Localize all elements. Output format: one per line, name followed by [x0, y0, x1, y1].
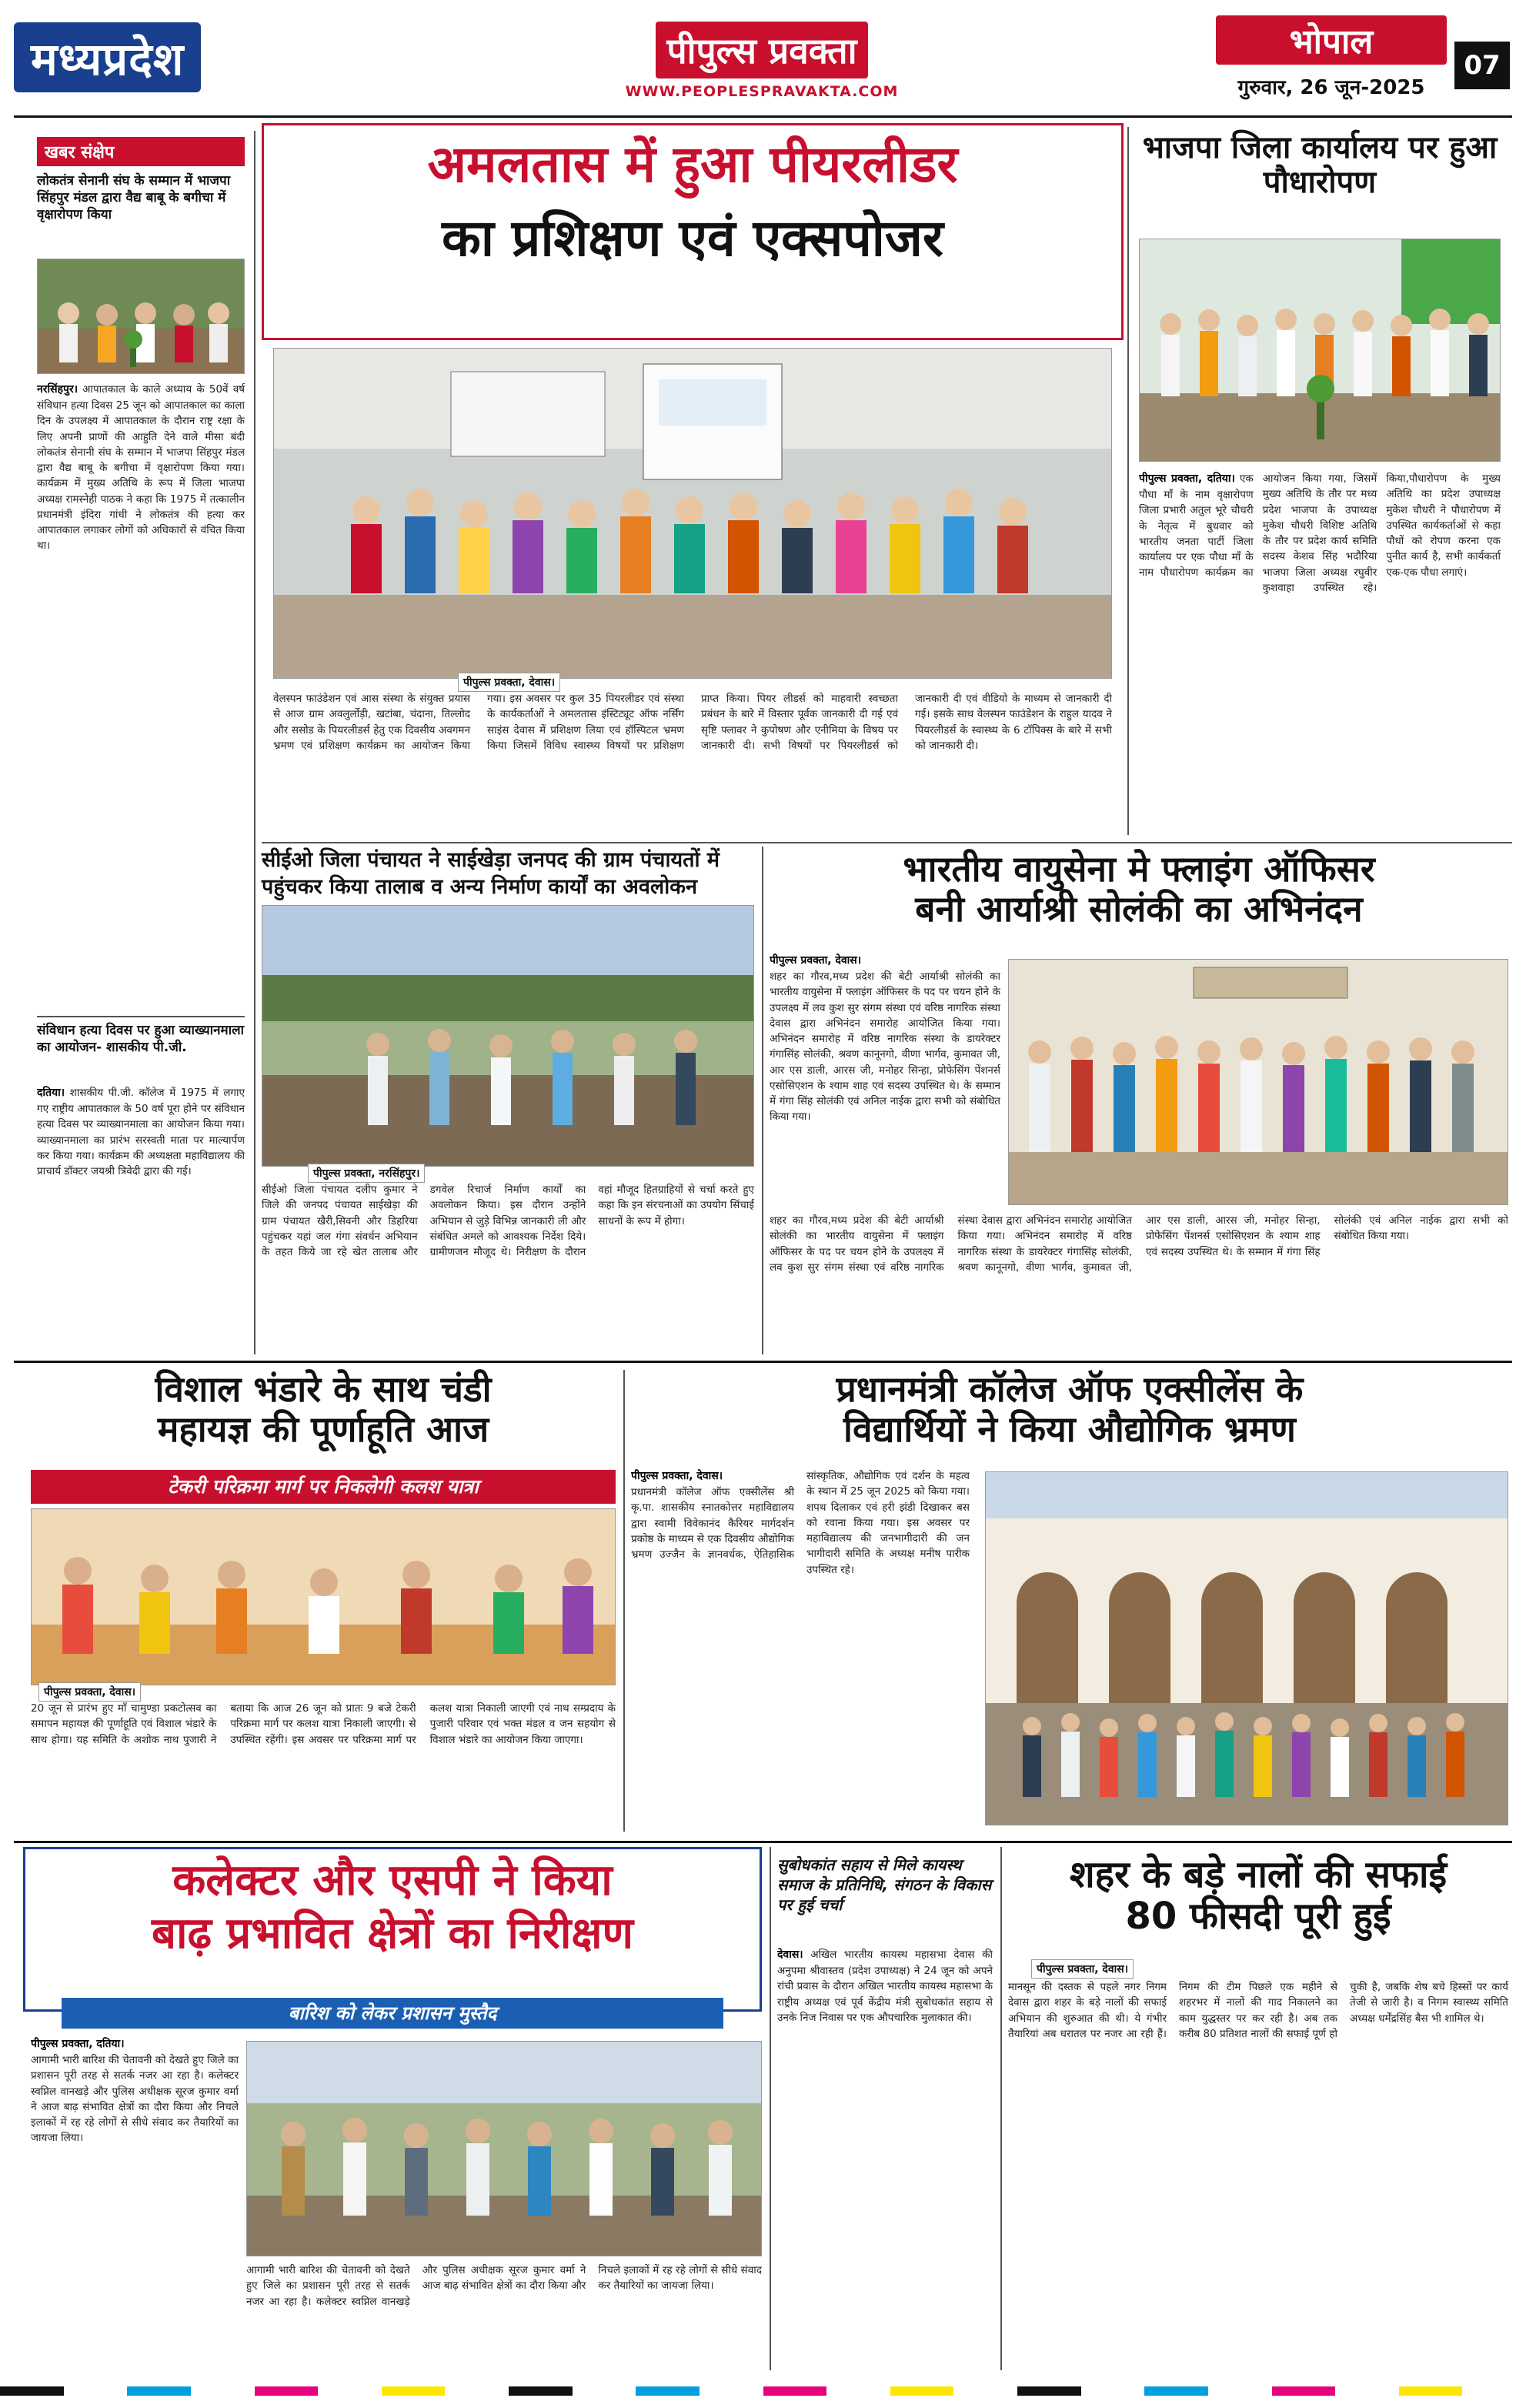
brief-divider [37, 1016, 245, 1017]
column-divider-4 [623, 1370, 625, 1832]
story6-headline [631, 1370, 1508, 1449]
story6-body [631, 1468, 970, 1830]
story1-text: वेलस्पन फाउंडेशन एवं आस संस्था के संयुक्त प्रयास से आज ग्राम अवलुर्लोड़ी, खटांबा, चंदाना, तिल्लोद और ससोड के पियरलीडर्स हेतु एक दिवसीय अवगमन भ्रमण एवं प्रशिक्षण कार्यक्रम का आयोजन किया गया। इस अवसर पर कुल 35 पियरलीडर एवं संस्था के कार्यकर्ताओं ने अमलतास इंस्टिट्यूट ऑफ नर्सिंग साइंस देवास में प्रशिक्षण लिया एवं हॉस्पिटल भ्रमण किया जिसमें विविध स्वास्थ्य विषयों पर प्रशिक्षण प्राप्त किया। पियर लीडर्स को माहवारी स्वच्छता प्रबंधन के बारे में विस्तार पूर्वक जानकारी दी गई एवं सृष्टि फ्लावर ने कुपोषण और एनीमिया के विषय पर जानकारी दी। सभी विषयों पर पियरलीडर्स को जानकारी दी एवं वीडियो के माध्यम से जानकारी दी गई। इसके साथ वेलस्पन फाउंडेशन के राहुल यादव ने पियरलीडर्स के स्वास्थ्य के 6 टॉपिक्स के बारे में सभी को जानकारी दी। [273, 693, 1112, 752]
story3-photo [262, 905, 754, 1167]
newspaper-logo [616, 22, 908, 99]
story3-headline-line2: पहुंचकर किया तालाब व अन्य निर्माण कार्यों का अवलोकन [262, 875, 697, 900]
story6-photo [985, 1471, 1508, 1825]
story7-headline-line2: बाढ़ प्रभावित क्षेत्रों का निरीक्षण [151, 1908, 633, 1959]
story6-byline: पीपुल्स प्रवक्ता, देवास। [631, 1470, 723, 1482]
story4-text: शहर का गौरव,मध्य प्रदेश की बेटी आर्याश्री सोलंकी का भारतीय वायुसेना में फ्लाइंग ऑफिसर के पद पर चयन होने के उपलक्ष्य में लव कुश सुर संगम संस्था एवं वरिष्ठ नागरिक संस्था देवास द्वारा अभिनंदन समारोह आयोजित किया गया। अभिनंदन समारोह में वरिष्ठ नागरिक संस्था के डायरेक्टर गंगासिंह सोलंकी, श्रवण कानूनगो, वीणा भार्गव, कुमावत जी, आर एस डाली, आरस जी, मनोहर सिन्हा, प्रोफेसिंग पेंशनर्स एसोसिएशन के श्याम शाह एवं सदस्य उपस्थित थे। के सम्मान में गंगा सिंह सोलंकी एवं अनिल नाईक द्वारा सभी को संबोधित किया गया। [770, 970, 1000, 1124]
story8-body [777, 1947, 993, 2367]
story4-byline: पीपुल्स प्रवक्ता, देवास। [770, 954, 862, 967]
brief2-byline: दतिया। [37, 1087, 65, 1099]
column-divider-6 [1000, 1847, 1002, 2370]
column-divider [254, 131, 255, 1354]
story5-headline-line2: महायज्ञ की पूर्णाहूति आज [157, 1408, 489, 1450]
story3-headline [262, 847, 754, 900]
story7-photo [246, 2041, 762, 2256]
story9-headline-line2: 80 फीसदी पूरी हुई [1125, 1894, 1391, 1938]
story9-byline: पीपुल्स प्रवक्ता, देवास। [1031, 1959, 1134, 1979]
story6-text: प्रधानमंत्री कॉलेज ऑफ एक्सीलेंस श्री कृ.पा. शासकीय स्नातकोत्तर महाविद्यालय द्वारा स्वामी विवेकानंद कैरियर मार्गदर्शन प्रकोष्ठ के माध्यम से एक दिवसीय औद्योगिक भ्रमण उज्जैन के ज्ञानवर्धक, ऐतिहासिक सांस्कृतिक, औद्योगिक एवं दर्शन के महत्व के स्थान में 25 जून 2025 को किया गया। शपथ दिलाकर एवं हरी झंडी दिखाकर बस को रवाना किया गया। इस अवसर पर महाविद्यालय की जनभागीदारी की जन भागीदारी समिति के अध्यक्ष मनीष पारीक उपस्थित रहे। [631, 1470, 970, 1576]
story2-body [1139, 471, 1501, 836]
brief1-photo [37, 259, 245, 374]
brief2-text: शासकीय पी.जी. कॉलेज में 1975 में लगाए गए राष्ट्रीय आपातकाल के 50 वर्ष पूरा होने पर संविधान हत्या दिवस पर व्याख्यानमाला का आयोजन किया गया। व्याख्यानमाला का प्रारंभ सरस्वती माता पर माल्यार्पण कर किया गया। कार्यक्रम की अध्यक्षता महाविद्यालय की प्राचार्य डॉक्टर जयश्री त्रिवेदी द्वारा की गई। [37, 1087, 245, 1177]
story7-body-2 [246, 2263, 762, 2367]
story1-photo [273, 348, 1112, 679]
story7-headline-box [23, 1847, 762, 2012]
story7-body [31, 2036, 239, 2367]
story7-text: आगामी भारी बारिश की चेतावनी को देखते हुए जिले का प्रशासन पूरी तरह से सतर्क नजर आ रहा है। कलेक्टर स्वप्निल वानखड़े और पुलिस अधीक्षक सूरज कुमार वर्मा ने आज बाढ़ संभावित क्षेत्रों का दौरा किया और निचले इलाकों में रह रहे लोगों से सीधे संवाद कर तैयारियों का जायजा लिया। [31, 2054, 239, 2145]
story7-headline-line1: कलेक्टर और एसपी ने किया [172, 1855, 613, 1905]
brief2-body [37, 1085, 245, 1345]
story9-text: मानसून की दस्तक से पहले नगर निगम देवास द्वारा शहर के बड़े नालों की सफाई अभियान की शुरुआत की थी। ये गंभीर तैयारियां अब धरातल पर नजर आ रही हैं। निगम की टीम पिछले एक महीने से शहरभर में नालों की गाद निकालने का काम युद्धस्तर पर कर रही है। अब तक करीब 80 प्रतिशत नालों की सफाई पूर्ण हो चुकी है, जबकि शेष बचे हिस्सों पर कार्य तेजी से जारी है। व निगम स्वास्थ्य समिति अध्यक्ष धर्मेंद्रसिंह बैस भी शामिल थे। [1008, 1981, 1508, 2040]
story5-byline: पीपुल्स प्रवक्ता, देवास। [38, 1682, 141, 1702]
story4-photo [1008, 959, 1508, 1205]
column-divider-5 [770, 1847, 771, 2370]
story2-headline: भाजपा जिला कार्यालय पर हुआ पौधारोपण [1142, 130, 1498, 200]
page-number: 07 [1454, 42, 1510, 89]
brief1-byline: नरसिंहपुर। [37, 383, 78, 396]
section-badge: मध्यप्रदेश [14, 22, 201, 92]
story5-photo [31, 1508, 616, 1685]
story9-headline-line1: शहर के बड़े नालों की सफाई [1069, 1853, 1448, 1896]
story3-headline-line1: सीईओ जिला पंचायत ने साईखेड़ा जनपद की ग्राम पंचायतों में [262, 848, 720, 872]
brief1-headline: लोकतंत्र सेनानी संघ के सम्मान में भाजपा सिंहपुर मंडल द्वारा वैद्य बाबू के बगीचा में वृक्षारोपण किया [37, 173, 231, 223]
edition-block [1216, 15, 1447, 100]
brief2-headline: संविधान हत्या दिवस पर हुआ व्याख्यानमाला का आयोजन- शासकीय पी.जी. [37, 1023, 245, 1056]
edition-date: गुरुवार, 26 जून-2025 [1237, 76, 1425, 99]
brief1-text: आपातकाल के काले अध्याय के 50वें वर्ष संविधान हत्या दिवस 25 जून को आपातकाल का काला दिन के उपलक्ष्य में आपातकाल के दौरान राष्ट्र रक्षा के लिए अपनी प्राणों की आहुति देने वाले मीसा बंदी लोकतंत्र सेनानी संघ के सम्मान में भाजपा सिंहपुर मंडल द्वारा वैद्य बाबू के बगीचा में वृक्षारोपण किया गया। कार्यक्रम में मुख्य अतिथि के रूप में जिला भाजपा अध्यक्ष रामस्नेही पाठक ने कहा कि 1975 में तत्कालीन प्रधानमंत्री इंदिरा गांधी ने लोकतंत्र की हत्या कर आपातकाल लगाकर लोगों को अधिकारों से वंचित किया था। [37, 383, 245, 553]
story1-headline-line1: अमलतास में हुआ पीयरलीडर [427, 135, 958, 194]
edition-city: भोपाल [1216, 15, 1447, 65]
row-divider-1 [262, 842, 1512, 843]
story7-strip: बारिश को लेकर प्रशासन मुस्तैद [62, 1998, 723, 2029]
story5-body [31, 1701, 616, 1832]
story8-headline: सुबोधकांत सहाय से मिले कायस्थ समाज के प्रतिनिधि, संगठन के विकास पर हुई चर्चा [777, 1855, 992, 1914]
row-divider-2 [14, 1361, 1512, 1363]
website-url: WWW.PEOPLESPRAVAKTA.COM [625, 83, 899, 100]
masthead-divider [14, 115, 1512, 118]
section-label [14, 14, 337, 100]
story1-headline-box [262, 123, 1124, 340]
column-divider-2 [1127, 127, 1129, 835]
story5-headline-line1: विशाल भंडारे के साथ चंडी [155, 1368, 492, 1410]
story2-text: एक पौधा माँ के नाम वृक्षारोपण जिला प्रभारी अतुल भूरे चौधरी के नेतृत्व में बुधवार को भारतीय जनता पार्टी जिला कार्यालय पर एक पौधा माँ के नाम पौधारोपण कार्यक्रम का आयोजन किया गया, जिसमें मुख्य अतिथि के तौर पर मध्य प्रदेश भाजपा के उपाध्यक्ष मुकेश चौधरी विशिष्ट अतिथि के तौर पर प्रदेश कार्य समिति सदस्य केशव सिंह भदौरिया भाजपा जिला अध्यक्ष रघुवीर कुशवाहा उपस्थित रहे। किया,पौधारोपण के मुख्य अतिथि का प्रदेश उपाध्यक्ष मुकेश चौधरी ने पौधारोपण में उपस्थित कार्यकर्ताओं से कहा पौधों को रोपण करना एक पुनीत कार्य है, सभी कार्यकर्ता एक-एक पौधा लगाएं। [1139, 473, 1501, 594]
story1-headline-line2: का प्रशिक्षण एवं एक्सपोजर [442, 208, 943, 268]
story4-body [770, 953, 1000, 1207]
story7-byline: पीपुल्स प्रवक्ता, दतिया। [31, 2038, 125, 2050]
story5-headline [31, 1370, 616, 1449]
story4-body-2 [770, 1213, 1508, 1351]
story2-byline: पीपुल्स प्रवक्ता, दतिया। [1139, 473, 1235, 485]
story5-strip: टेकरी परिक्रमा मार्ग पर निकलेगी कलश यात्रा [31, 1470, 616, 1504]
story1-body [273, 691, 1112, 837]
story8-text: अखिल भारतीय कायस्थ महासभा देवास की अनुपमा श्रीवास्तव (प्रदेश उपाध्यक्ष) ने 24 जून को अपने रांची प्रवास के दौरान अखिल भारतीय कायस्थ महासभा के राष्ट्रीय अध्यक्ष एवं पूर्व केंद्रीय मंत्री सुबोधकांत सहाय से उनके निज निवास पर एक औपचारिक मुलाकात की। [777, 1949, 993, 2024]
story6-headline-line1: प्रधानमंत्री कॉलेज ऑफ एक्सीलेंस के [836, 1368, 1304, 1410]
story4-text-2: शहर का गौरव,मध्य प्रदेश की बेटी आर्याश्री सोलंकी का भारतीय वायुसेना में फ्लाइंग ऑफिसर के पद पर चयन होने के उपलक्ष्य में लव कुश सुर संगम संस्था एवं वरिष्ठ नागरिक संस्था देवास द्वारा अभिनंदन समारोह आयोजित किया गया। अभिनंदन समारोह में वरिष्ठ नागरिक संस्था के डायरेक्टर गंगासिंह सोलंकी, श्रवण कानूनगो, वीणा भार्गव, कुमावत जी, आर एस डाली, आरस जी, मनोहर सिन्हा, प्रोफेसिंग पेंशनर्स एसोसिएशन के श्याम शाह एवं सदस्य उपस्थित थे। के सम्मान में गंगा सिंह सोलंकी एवं अनिल नाईक द्वारा सभी को संबोधित किया गया। [770, 1214, 1508, 1274]
story4-headline [770, 850, 1508, 929]
story2-photo [1139, 239, 1501, 462]
story3-body [262, 1182, 754, 1351]
row-divider-3 [14, 1841, 1512, 1843]
story4-headline-line2: बनी आर्याश्री सोलंकी का अभिनंदन [915, 887, 1363, 930]
story6-headline-line2: विद्यार्थियों ने किया औद्योगिक भ्रमण [843, 1408, 1296, 1450]
story9-headline [1008, 1855, 1508, 1938]
column-divider-3 [762, 847, 763, 1354]
brief-label: खबर संक्षेप [37, 137, 245, 166]
story3-text: सीईओ जिला पंचायत दलीप कुमार ने जिले की जनपद पंचायत साईखेड़ा की ग्राम पंचायत खैरी,सिवनी और डिहरिया पहुंचकर यहां जल गंगा संवर्धन अभियान के तहत किये जा रहे खेत तालाब और डगवेल रिचार्ज निर्माण कार्यों का अवलोकन किया। इस दौरान उन्होंने अभियान से जुड़े विभिन्न जानकारी ली और संबंधित अमले को आवश्यक निर्देश दिये। ग्रामीणजन मौजूद थे। निरीक्षण के दौरान वहां मौजूद हितग्राहियों से चर्चा करते हुए कहा कि इन संरचनाओं का उपयोग सिंचाई साधनों के रूप में होगा। [262, 1184, 754, 1258]
story9-body [1008, 1979, 1508, 2367]
story8-byline: देवास। [777, 1949, 803, 1961]
story5-text: 20 जून से प्रारंभ हुए माँ चामुण्डा प्रकटोत्सव का समापन महायज्ञ की पूर्णाहूति एवं विशाल भंडारे के साथ होगा। यह समिति के अशोक नाथ पुजारी ने बताया कि आज 26 जून को प्रातः 9 बजे टेकरी परिक्रमा मार्ग पर कलश यात्रा निकाली जाएगी। से उपस्थित रहेंगी। इस अवसर पर परिक्रमा मार्ग पर कलश यात्रा निकाली जाएगी एवं नाथ सम्प्रदाय के पुजारी परिवार एवं भक्त मंडल व जन सहयोग से विशाल भंडारे का आयोजन किया जाएगा। [31, 1702, 616, 1746]
print-color-bar [0, 2374, 1526, 2408]
story4-headline-line1: भारतीय वायुसेना मे फ्लाइंग ऑफिसर [903, 848, 1375, 890]
logo-text: पीपुल्स प्रवक्ता [656, 22, 867, 78]
story3-byline: पीपुल्स प्रवक्ता, नरसिंहपुर। [308, 1164, 425, 1183]
brief1-body [37, 382, 245, 1016]
story1-byline: पीपुल्स प्रवक्ता, देवास। [458, 673, 560, 692]
story7-text-2: आगामी भारी बारिश की चेतावनी को देखते हुए जिले का प्रशासन पूरी तरह से सतर्क नजर आ रहा है। कलेक्टर स्वप्निल वानखड़े और पुलिस अधीक्षक सूरज कुमार वर्मा ने आज बाढ़ संभावित क्षेत्रों का दौरा किया और निचले इलाकों में रह रहे लोगों से सीधे संवाद कर तैयारियों का जायजा लिया। [246, 2264, 762, 2308]
